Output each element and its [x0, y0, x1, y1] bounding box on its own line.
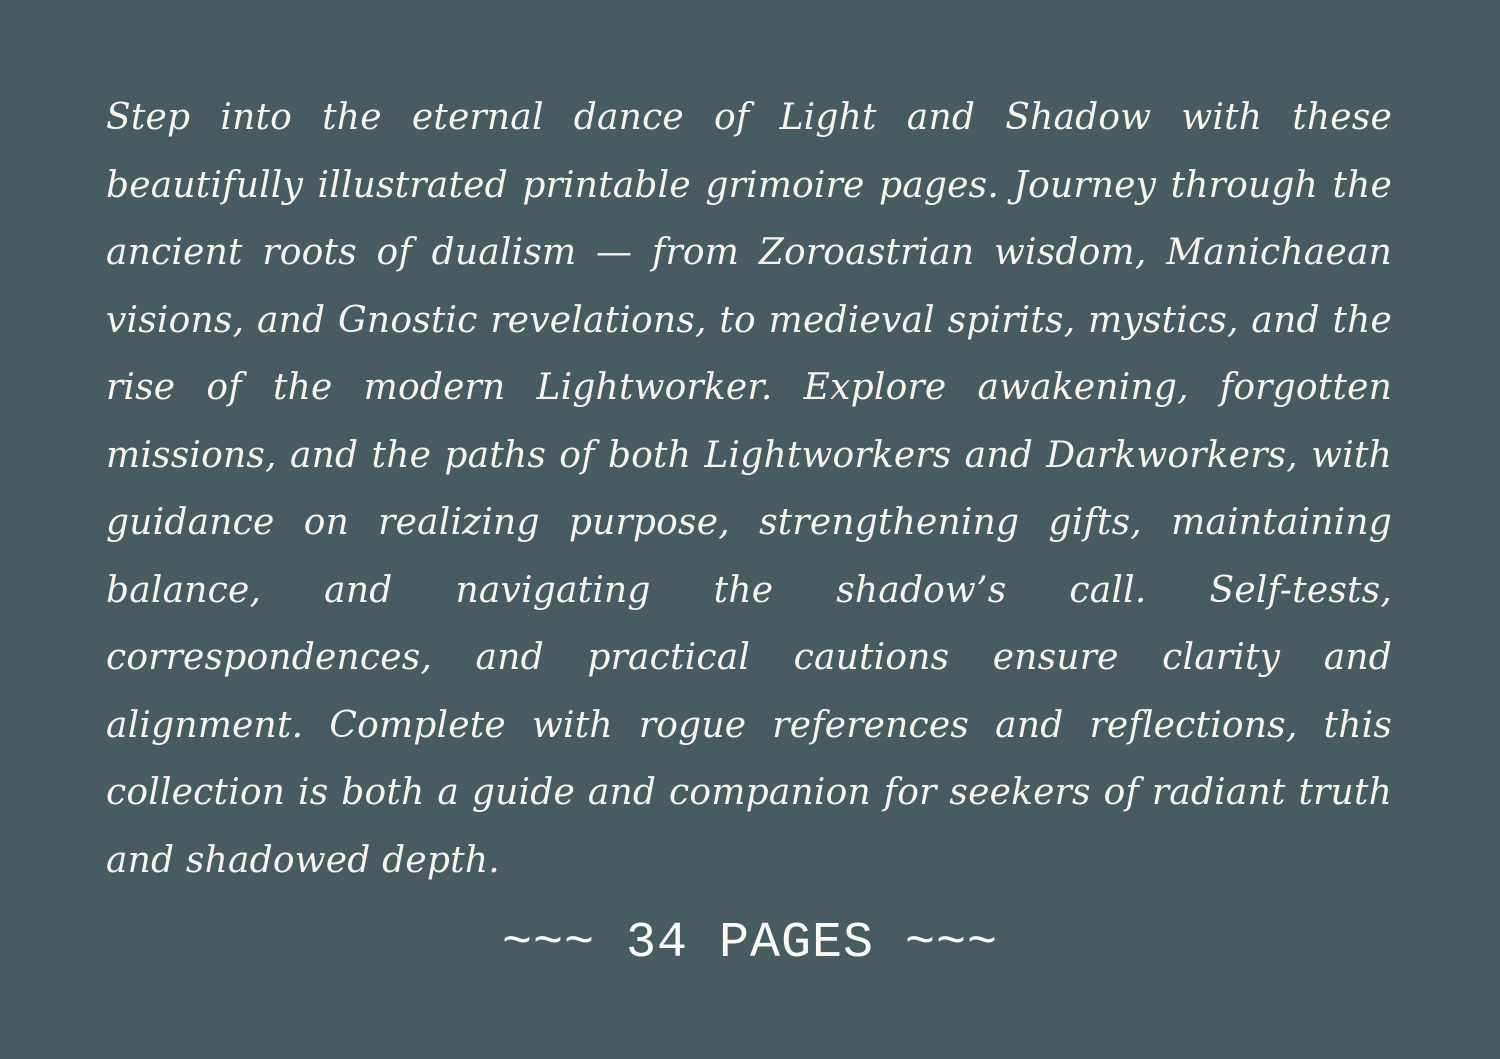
page-count-label: ~~~ 34 PAGES ~~~	[501, 915, 999, 972]
grimoire-description-text: Step into the eternal dance of Light and Shadow with these beautifully illustrated printable grimoire pages. Journey through the ancient roots of dualism — from Zoroastrian wisdom, Manichaean visions, and Gnostic revelations, to medieval spirits, mystics, and the rise of the modern Lightworker. Explore awakening, forgotten missions, and the paths of both Lightworkers and Darkworkers, with guidance on realizing purpose, strengthening gifts, maintaining balance, and navigating the shadow’s call. Self-tests, correspondences, and practical cautions ensure clarity and alignment. Complete with rogue references and reflections, this collection is both a guide and companion for seekers of radiant truth and shadowed depth.	[106, 97, 1392, 881]
